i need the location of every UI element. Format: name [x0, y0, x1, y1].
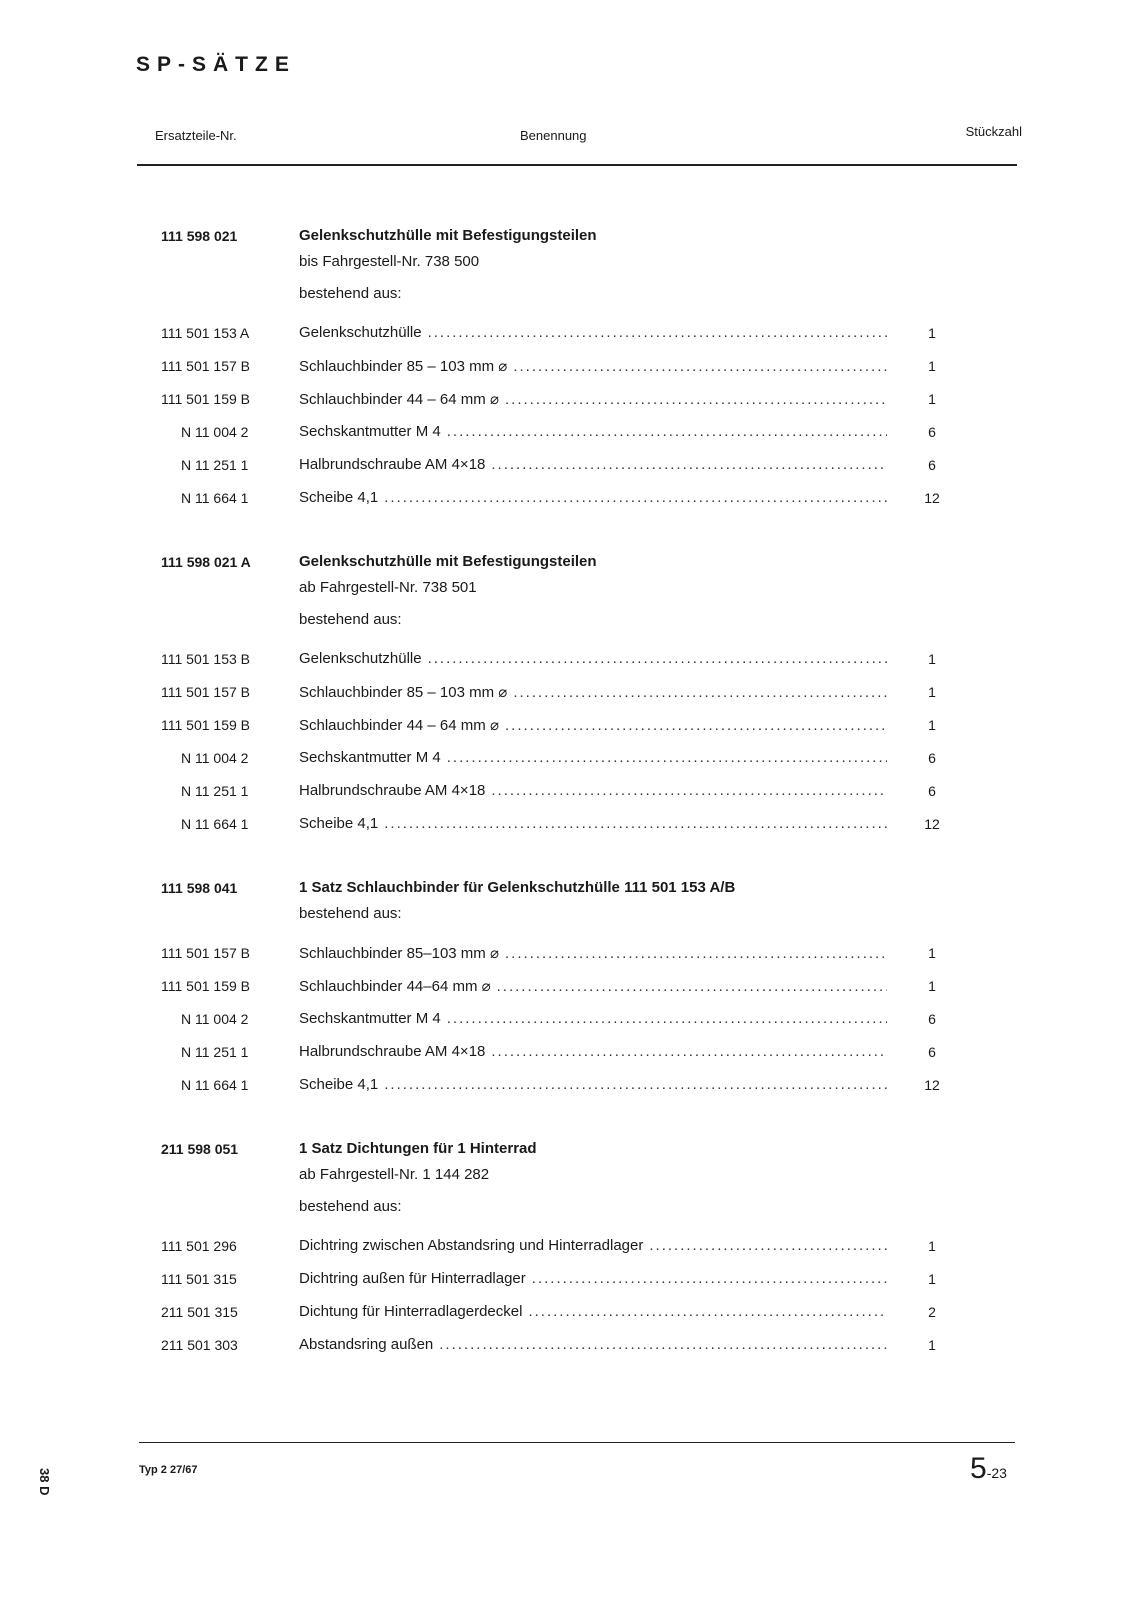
kit-part-number: 111 598 021 — [161, 228, 238, 244]
kit-section — [0, 878, 1134, 1101]
leader-dots — [428, 324, 887, 341]
kit-section — [0, 226, 1134, 514]
kit-title: Gelenkschutzhülle mit Befestigungsteilen — [299, 553, 597, 570]
part-name: Sechskantmutter M 4 — [299, 749, 441, 766]
part-name: Schlauchbinder 85–103 mm ⌀ — [299, 944, 499, 962]
part-name: Dichtring zwischen Abstandsring und Hinterradlager — [299, 1237, 644, 1254]
leader-dots — [505, 945, 887, 962]
leader-dots — [649, 1237, 887, 1254]
part-number: 111 501 159 B — [161, 977, 251, 994]
leader-dots — [505, 717, 887, 734]
leader-dots — [384, 815, 887, 832]
part-name: Scheibe 4,1 — [299, 815, 379, 832]
part-row — [0, 481, 1134, 514]
part-number: 111 501 153 A — [161, 324, 250, 341]
part-number: 111 501 157 B — [161, 683, 251, 700]
part-number: 111 501 157 B — [161, 357, 251, 374]
part-quantity: 6 — [928, 1010, 936, 1027]
part-quantity: 1 — [928, 944, 936, 961]
kit-consists-label: bestehend aus: — [299, 285, 402, 302]
leader-dots — [447, 1010, 887, 1027]
part-quantity: 1 — [928, 390, 936, 407]
part-quantity: 1 — [928, 977, 936, 994]
kit-subtitle: ab Fahrgestell-Nr. 1 144 282 — [299, 1166, 490, 1183]
leader-dots — [513, 684, 887, 701]
part-name: Halbrundschraube AM 4×18 — [299, 456, 486, 473]
part-quantity: 1 — [928, 1336, 936, 1353]
part-row — [0, 1068, 1134, 1101]
part-name: Schlauchbinder 44–64 mm ⌀ — [299, 977, 491, 995]
part-quantity: 6 — [928, 423, 936, 440]
part-number: N 11 251 1 — [181, 456, 249, 473]
kit-title: Gelenkschutzhülle mit Befestigungsteilen — [299, 227, 597, 244]
kit-header — [0, 878, 1134, 904]
part-quantity: 12 — [924, 489, 940, 506]
part-quantity: 6 — [928, 456, 936, 473]
part-row — [0, 382, 1134, 415]
kit-consists-label: bestehend aus: — [299, 905, 402, 922]
part-quantity: 6 — [928, 782, 936, 799]
part-name: Dichtring außen für Hinterradlager — [299, 1270, 526, 1287]
leader-dots — [491, 1043, 887, 1060]
leader-dots — [447, 423, 887, 440]
part-number: N 11 004 2 — [181, 423, 249, 440]
leader-dots — [505, 391, 887, 408]
part-row — [0, 675, 1134, 708]
part-name: Halbrundschraube AM 4×18 — [299, 782, 486, 799]
parts-list — [0, 226, 1134, 1399]
page-number — [970, 1452, 1007, 1486]
part-name: Dichtung für Hinterradlagerdeckel — [299, 1303, 523, 1320]
part-number: N 11 664 1 — [181, 489, 249, 506]
column-header-part-number: Ersatzteile-Nr. — [155, 128, 237, 143]
column-header-name: Benennung — [520, 128, 587, 143]
leader-dots — [439, 1336, 887, 1353]
part-quantity: 6 — [928, 749, 936, 766]
part-row — [0, 642, 1134, 675]
part-name: Abstandsring außen — [299, 1336, 434, 1353]
kit-header — [0, 226, 1134, 252]
kit-section — [0, 552, 1134, 840]
kit-section — [0, 1139, 1134, 1361]
kit-consists-label: bestehend aus: — [299, 1198, 402, 1215]
part-number: 111 501 159 B — [161, 716, 251, 733]
footer-type-label: Typ 2 27/67 — [139, 1464, 198, 1476]
part-row — [0, 1328, 1134, 1361]
part-name: Schlauchbinder 44 – 64 mm ⌀ — [299, 716, 499, 734]
part-number: N 11 251 1 — [181, 782, 249, 799]
part-row — [0, 1035, 1134, 1068]
part-quantity: 1 — [928, 716, 936, 733]
part-name: Schlauchbinder 85 – 103 mm ⌀ — [299, 683, 508, 701]
part-name: Gelenkschutzhülle — [299, 324, 422, 341]
part-name: Schlauchbinder 85 – 103 mm ⌀ — [299, 357, 508, 375]
part-quantity: 1 — [928, 1270, 936, 1287]
leader-dots — [532, 1270, 887, 1287]
leader-dots — [497, 978, 887, 995]
page-title: SP-SÄTZE — [136, 53, 296, 76]
part-number: 111 501 153 B — [161, 650, 251, 667]
leader-dots — [491, 456, 887, 473]
part-quantity: 1 — [928, 683, 936, 700]
part-quantity: 12 — [924, 1076, 940, 1093]
margin-code: 38 D — [37, 1468, 52, 1496]
page-number-main: 5 — [970, 1452, 987, 1485]
kit-consists-label: bestehend aus: — [299, 611, 402, 628]
part-name: Sechskantmutter M 4 — [299, 423, 441, 440]
leader-dots — [384, 489, 887, 506]
header-divider — [137, 164, 1017, 166]
part-row — [0, 349, 1134, 382]
leader-dots — [513, 358, 887, 375]
part-row — [0, 1002, 1134, 1035]
part-row — [0, 807, 1134, 840]
part-row — [0, 774, 1134, 807]
leader-dots — [491, 782, 887, 799]
part-quantity: 1 — [928, 357, 936, 374]
footer-divider — [139, 1442, 1015, 1443]
part-number: 111 501 157 B — [161, 944, 251, 961]
part-name: Scheibe 4,1 — [299, 1076, 379, 1093]
part-name: Sechskantmutter M 4 — [299, 1010, 441, 1027]
leader-dots — [428, 650, 887, 667]
part-number: 111 501 159 B — [161, 390, 251, 407]
kit-part-number: 211 598 051 — [161, 1141, 239, 1157]
part-row — [0, 969, 1134, 1002]
column-header-quantity: Stückzahl — [965, 124, 1022, 139]
part-number: N 11 664 1 — [181, 815, 249, 832]
part-number: 111 501 315 — [161, 1270, 237, 1287]
part-name: Gelenkschutzhülle — [299, 650, 422, 667]
part-number: N 11 251 1 — [181, 1043, 249, 1060]
part-number: 211 501 303 — [161, 1336, 238, 1353]
part-quantity: 1 — [928, 650, 936, 667]
kit-header — [0, 552, 1134, 578]
part-row — [0, 448, 1134, 481]
kit-part-number: 111 598 041 — [161, 880, 238, 896]
part-row — [0, 316, 1134, 349]
part-name: Halbrundschraube AM 4×18 — [299, 1043, 486, 1060]
leader-dots — [528, 1303, 887, 1320]
part-number: N 11 004 2 — [181, 1010, 249, 1027]
kit-header — [0, 1139, 1134, 1165]
part-quantity: 12 — [924, 815, 940, 832]
kit-subtitle: bis Fahrgestell-Nr. 738 500 — [299, 253, 480, 270]
part-row — [0, 741, 1134, 774]
part-quantity: 2 — [928, 1303, 936, 1320]
kit-part-number: 111 598 021 A — [161, 554, 251, 570]
part-number: N 11 664 1 — [181, 1076, 249, 1093]
part-quantity: 1 — [928, 324, 936, 341]
part-number: 111 501 296 — [161, 1237, 237, 1254]
part-row — [0, 708, 1134, 741]
part-name: Scheibe 4,1 — [299, 489, 379, 506]
leader-dots — [447, 749, 887, 766]
part-row — [0, 415, 1134, 448]
part-quantity: 6 — [928, 1043, 936, 1060]
part-row — [0, 1262, 1134, 1295]
leader-dots — [384, 1076, 887, 1093]
part-quantity: 1 — [928, 1237, 936, 1254]
part-number: 211 501 315 — [161, 1303, 238, 1320]
kit-title: 1 Satz Schlauchbinder für Gelenkschutzhülle 111 501 153 A/B — [299, 879, 736, 896]
page-number-sub: -23 — [986, 1465, 1007, 1481]
part-name: Schlauchbinder 44 – 64 mm ⌀ — [299, 390, 499, 408]
part-row — [0, 936, 1134, 969]
part-row — [0, 1229, 1134, 1262]
kit-title: 1 Satz Dichtungen für 1 Hinterrad — [299, 1140, 537, 1157]
part-row — [0, 1295, 1134, 1328]
kit-subtitle: ab Fahrgestell-Nr. 738 501 — [299, 579, 477, 596]
part-number: N 11 004 2 — [181, 749, 249, 766]
